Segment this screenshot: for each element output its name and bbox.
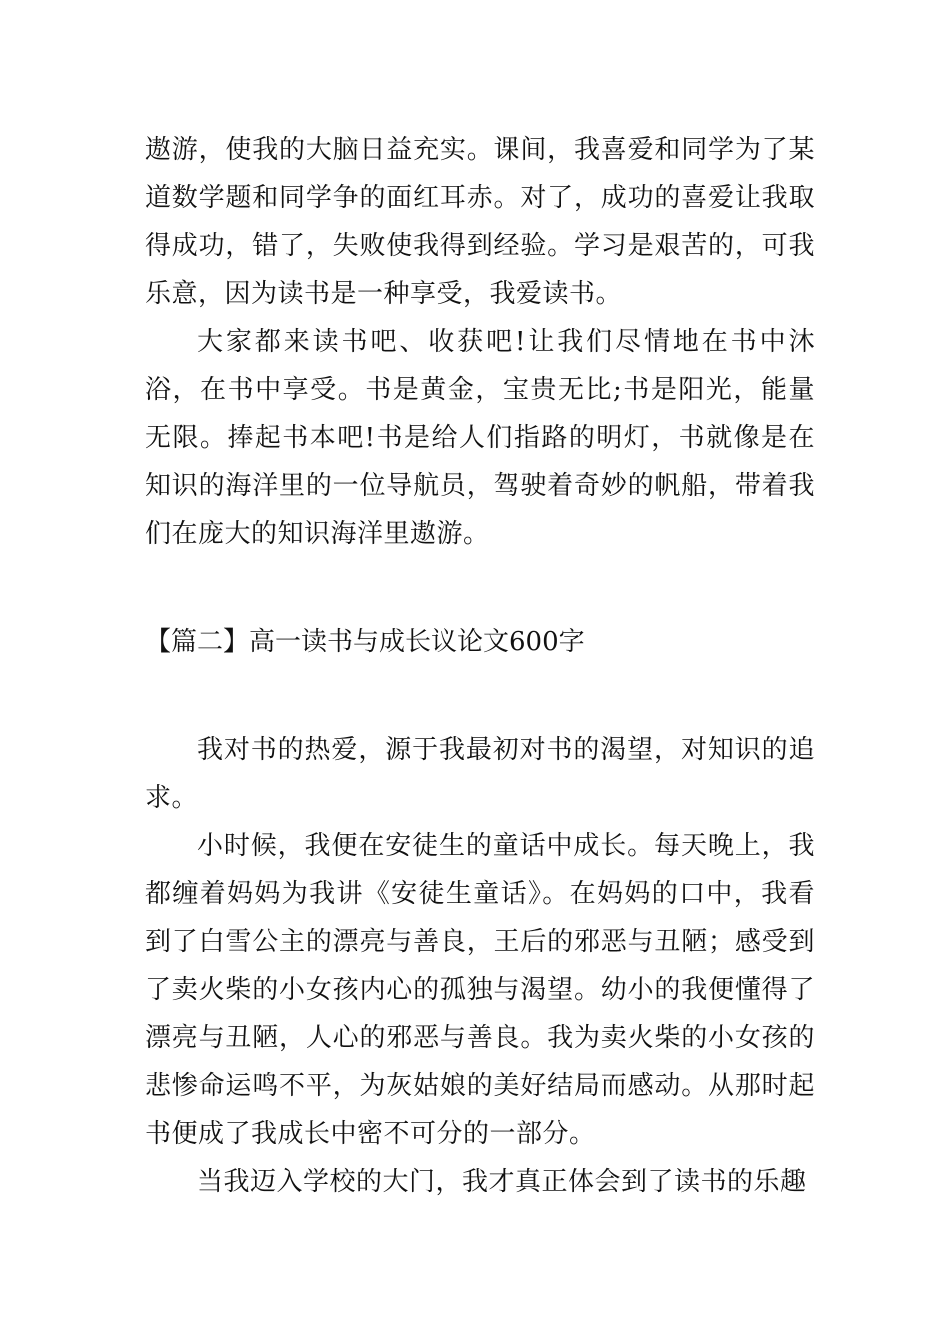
document-page bbox=[145, 126, 815, 1206]
paragraph-reading-call: 大家都来读书吧、收获吧!让我们尽情地在书中沐浴，在书中享受。书是黄金，宝贵无比;书是阳光，能量无限。捧起书本吧!书是给人们指路的明灯，书就像是在知识的海洋里的一位导航员，驾驶着奇妙的帆船，带着我们在庞大的知识海洋里遨游。 bbox=[145, 327, 815, 549]
paragraph-continuation: 遨游，使我的大脑日益充实。课间，我喜爱和同学为了某道数学题和同学争的面红耳赤。对了，成功的喜爱让我取得成功，错了，失败使我得到经验。学习是艰苦的，可我乐意，因为读书是一种享受，我爱读书。 bbox=[145, 135, 815, 309]
paragraph-childhood: 小时候，我便在安徒生的童话中成长。每天晚上，我都缠着妈妈为我讲《安徒生童话》。在妈妈的口中，我看到了白雪公主的漂亮与善良，王后的邪恶与丑陋；感受到了卖火柴的小女孩内心的孤独与渴望。幼小的我便懂得了漂亮与丑陋，人心的邪恶与善良。我为卖火柴的小女孩的悲惨命运鸣不平，为灰姑娘的美好结局而感动。从那时起书便成了我成长中密不可分的一部分。 bbox=[145, 831, 815, 1149]
paragraph-school: 当我迈入学校的大门，我才真正体会到了读书的乐趣 bbox=[197, 1167, 807, 1197]
spacer bbox=[145, 558, 815, 618]
paragraph-love-of-books: 我对书的热爱，源于我最初对书的渴望，对知识的追求。 bbox=[145, 735, 815, 813]
section-heading: 【篇二】高一读书与成长议论文600字 bbox=[145, 627, 585, 657]
spacer bbox=[145, 666, 815, 726]
